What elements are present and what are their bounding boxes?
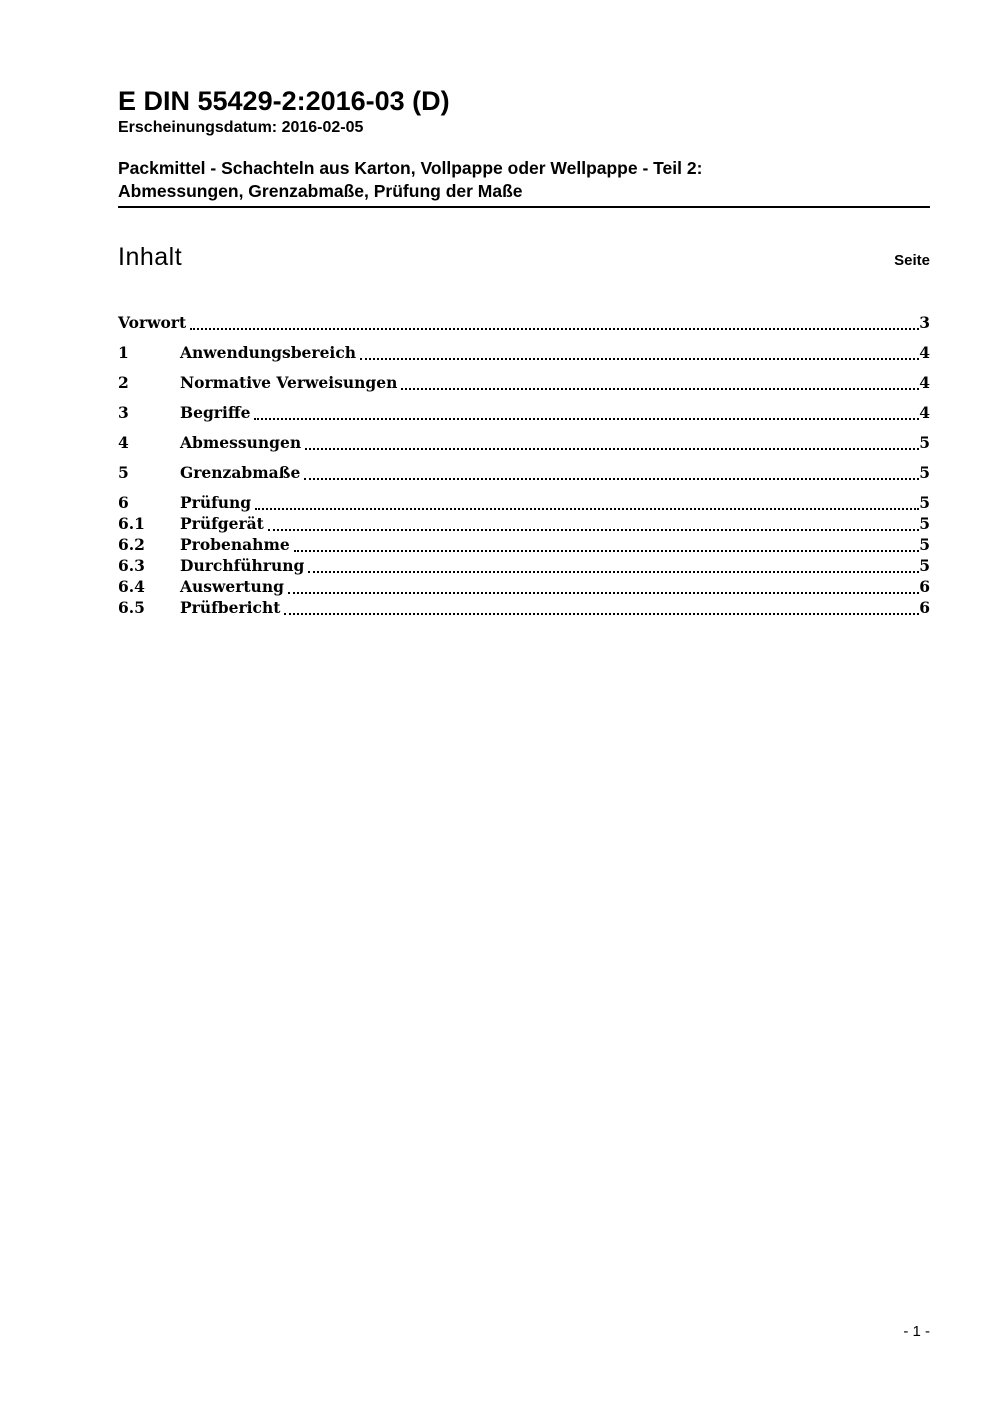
toc-entry-page: 5	[919, 433, 930, 452]
toc-entry-title: Anwendungsbereich	[180, 343, 357, 362]
toc-entry-title: Vorwort	[118, 313, 187, 332]
toc-entry-number: 6.5	[118, 598, 145, 617]
toc-entry-number: 6	[118, 493, 129, 512]
toc-dot-leader	[255, 493, 919, 510]
toc-entry-page: 5	[919, 463, 930, 482]
document-title-line2: Abmessungen, Grenzabmaße, Prüfung der Maße	[118, 181, 523, 201]
toc-entry	[118, 493, 930, 513]
toc-entry-page: 5	[919, 493, 930, 512]
toc-entry-title: Auswertung	[180, 577, 284, 596]
toc-entry-title: Prüfung	[180, 493, 252, 512]
toc-header	[118, 243, 930, 272]
standard-id: E DIN 55429-2:2016-03 (D)	[118, 86, 450, 116]
toc-entry-number: 6.4	[118, 577, 145, 596]
toc-page-column-label: Seite	[894, 252, 930, 269]
toc-entry-title: Prüfgerät	[180, 514, 264, 533]
toc-entry	[118, 598, 930, 618]
toc-entry-number: 3	[118, 403, 129, 422]
toc-entry-number: 5	[118, 463, 129, 482]
document-title	[118, 157, 930, 208]
toc-dot-leader	[305, 433, 919, 450]
toc-entry-title: Durchführung	[180, 556, 305, 575]
toc-entry	[118, 373, 930, 393]
table-of-contents	[118, 303, 930, 618]
toc-entry-number: 6.2	[118, 535, 145, 554]
toc-dot-leader	[304, 463, 919, 480]
toc-entry	[118, 313, 930, 333]
toc-entry	[118, 343, 930, 363]
page-number-footer: - 1 -	[903, 1323, 930, 1340]
toc-entry-page: 6	[919, 598, 930, 617]
toc-dot-leader	[308, 556, 919, 573]
toc-entry-page: 6	[919, 577, 930, 596]
toc-entry-page: 4	[919, 343, 930, 362]
toc-entry-title: Normative Verweisungen	[180, 373, 398, 392]
toc-heading: Inhalt	[118, 243, 183, 271]
toc-entry-page: 5	[919, 535, 930, 554]
toc-entry-page: 4	[919, 373, 930, 392]
toc-entry	[118, 556, 930, 576]
toc-entry-title: Grenzabmaße	[180, 463, 301, 482]
toc-entry-page: 5	[919, 514, 930, 533]
toc-entry-title: Abmessungen	[180, 433, 302, 452]
toc-entry-title: Begriffe	[180, 403, 251, 422]
toc-entry-page: 4	[919, 403, 930, 422]
toc-dot-leader	[268, 514, 919, 531]
toc-entry-page: 3	[919, 313, 930, 332]
toc-dot-leader	[360, 343, 919, 360]
toc-entry-number: 4	[118, 433, 129, 452]
toc-dot-leader	[284, 598, 919, 615]
toc-dot-leader	[190, 313, 919, 330]
toc-entry-number: 1	[118, 343, 129, 362]
toc-entry-title: Prüfbericht	[180, 598, 281, 617]
toc-entry	[118, 514, 930, 534]
toc-entry-number: 6.1	[118, 514, 145, 533]
toc-entry-page: 5	[919, 556, 930, 575]
toc-entry	[118, 535, 930, 555]
toc-dot-leader	[254, 403, 919, 420]
toc-entry	[118, 577, 930, 597]
toc-dot-leader	[294, 535, 919, 552]
toc-entry-number: 2	[118, 373, 129, 392]
toc-dot-leader	[401, 373, 919, 390]
toc-entry	[118, 433, 930, 453]
publication-date: Erscheinungsdatum: 2016-02-05	[118, 119, 364, 136]
document-title-line1: Packmittel - Schachteln aus Karton, Vollpappe oder Wellpappe - Teil 2:	[118, 158, 703, 178]
toc-entry-title: Probenahme	[180, 535, 290, 554]
toc-entry	[118, 403, 930, 423]
toc-entry	[118, 463, 930, 483]
toc-dot-leader	[288, 577, 919, 594]
toc-entry-number: 6.3	[118, 556, 145, 575]
